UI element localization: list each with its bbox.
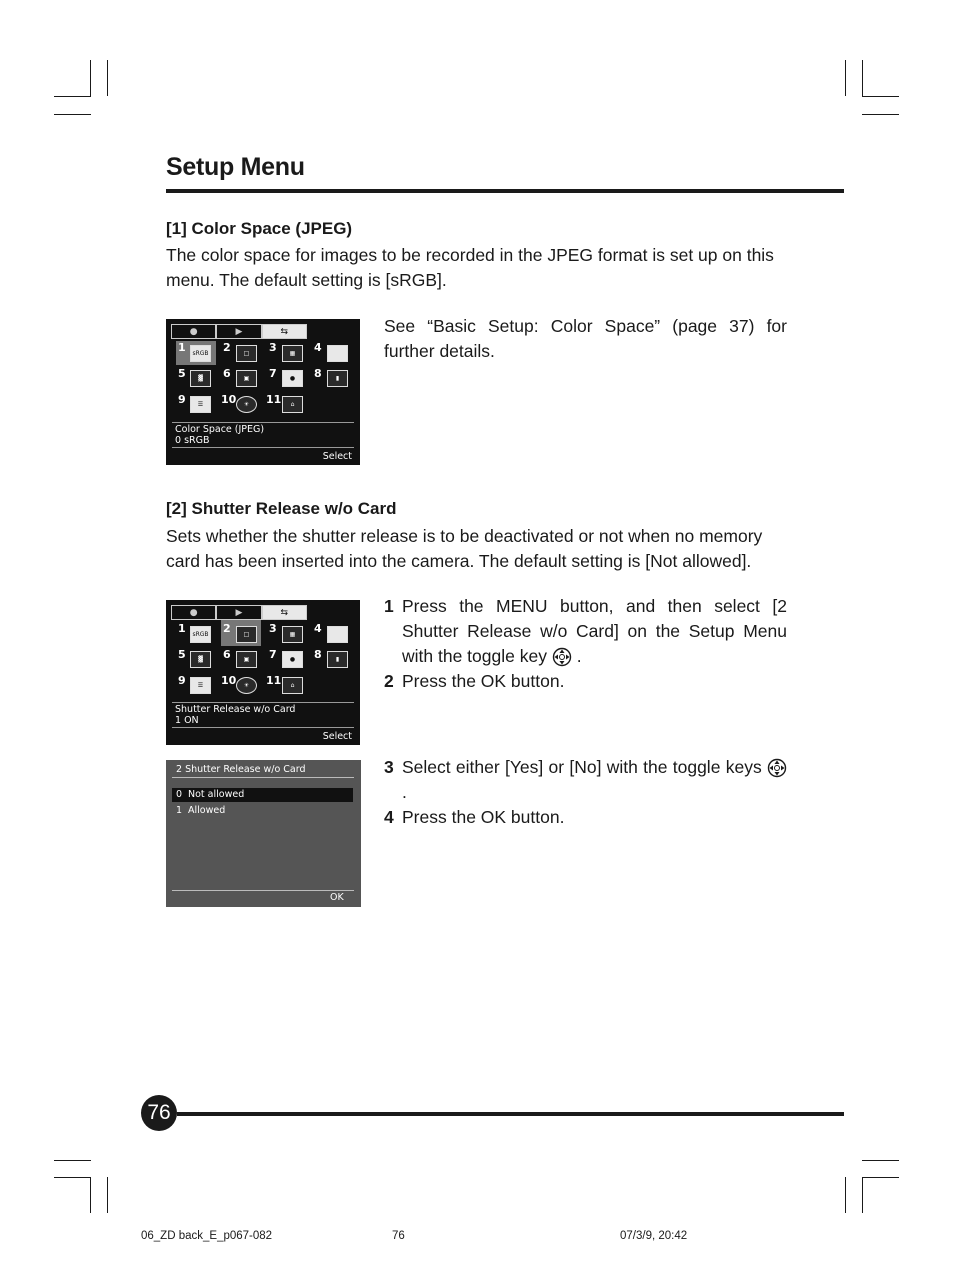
srgb-icon: sRGB [190,345,211,362]
battery-icon: ▮ [327,651,348,668]
camera-tab-icon: ● [171,605,216,620]
page-title: Setup Menu [166,153,305,181]
home-icon: ⌂ [282,396,303,413]
battery-icon: ▮ [327,370,348,387]
step-number: 3 [384,757,394,777]
menu-item-number: 5 [178,648,186,661]
step-text [402,594,787,669]
camera-screen-color-space [166,319,360,465]
menu-item-number: 11 [266,674,282,687]
camera-tab-icon: ● [171,324,216,339]
menu-item-number: 10 [221,393,237,406]
pattern-icon: ▓ [190,370,211,387]
crop-mark [107,60,108,96]
blank-icon [327,345,348,362]
menu-item-number: 7 [269,367,277,380]
section-heading-shutter-release: [2] Shutter Release w/o Card [166,499,397,518]
camera-screen-shutter-release [166,600,360,745]
crop-mark [90,60,91,96]
crop-mark [862,60,863,96]
crop-mark [54,1160,91,1161]
crop-mark [862,1160,899,1161]
portrait-icon: ● [282,651,303,668]
menu-item-number: 8 [314,367,322,380]
step-item [384,805,787,830]
step-number: 1 [384,596,394,616]
steps-group-1 [384,594,787,694]
option-number: 1 [176,805,183,816]
crop-mark [54,96,91,97]
page-number: 76 [141,1095,177,1131]
menu-item-number: 5 [178,367,186,380]
crop-mark [845,1177,846,1213]
crop-mark [107,1177,108,1213]
select-hint: Select [322,731,352,742]
menu-item-number: 3 [269,622,277,635]
footer-timestamp: 07/3/9, 20:42 [620,1230,688,1242]
setup-tab-icon: ⇆ [262,605,307,620]
bottom-rule [177,1112,844,1116]
playback-tab-icon: ▶ [216,324,261,339]
menu-tabs [171,605,307,619]
menu-item-number: 6 [223,648,231,661]
menu-item-number: 2 [223,622,231,635]
no-card-icon: □ [236,345,257,362]
menu-item-number: 7 [269,648,277,661]
toggle-key-icon [767,758,787,778]
frames-icon: ▦ [282,345,303,362]
menu-item-number: 3 [269,341,277,354]
step-text: Press the OK button. [402,807,565,827]
image-icon: ▣ [236,370,257,387]
menu-item-number: 1 [178,622,186,635]
section-body-shutter-release: Sets whether the shutter release is to be deactivated or not when no memory card has been inserted into the camera. The default setting is [Not allowed]. [166,526,763,571]
no-card-icon: □ [236,626,257,643]
menu-item-number: 6 [223,367,231,380]
home-icon: ⌂ [282,677,303,694]
option-number: 0 [176,789,183,800]
crop-mark [54,114,91,115]
see-reference-text: See “Basic Setup: Color Space” (page 37) for further details. [384,316,787,361]
setup-tab-icon: ⇆ [262,324,307,339]
blank-icon [327,626,348,643]
shutter-release-dialog [166,760,361,907]
step-text-part: . [576,646,582,666]
crop-mark [862,1177,899,1178]
step-number: 2 [384,671,394,691]
file-number-icon: ☰ [190,396,211,413]
globe-icon: ☀ [236,396,257,413]
steps-group-2 [384,755,787,830]
select-hint: Select [322,451,352,462]
menu-item-number: 9 [178,393,186,406]
menu-item-number: 2 [223,341,231,354]
info-panel [172,702,354,728]
footer-page: 76 [392,1230,405,1242]
menu-item-number: 11 [266,393,282,406]
dialog-divider [172,777,354,778]
menu-item-number: 4 [314,341,322,354]
step-text [402,755,787,805]
info-value: 0 sRGB [175,435,210,446]
info-title: Color Space (JPEG) [175,424,265,435]
step-text-part: Press the MENU button, and then select [2 Shutter Release w/o Card] on the Setup Menu with the toggle key [402,596,787,666]
file-number-icon: ☰ [190,677,211,694]
step-number: 4 [384,807,394,827]
title-rule [166,189,844,193]
ok-hint: OK [330,892,344,903]
crop-mark [862,114,899,115]
crop-mark [845,60,846,96]
dialog-divider [172,890,354,891]
info-value: 1 ON [175,715,199,726]
crop-mark [54,1177,91,1178]
menu-tabs [171,324,307,338]
info-panel [172,422,354,448]
step-item [384,755,787,805]
step-item [384,669,787,694]
step-text-part: Select either [Yes] or [No] with the toggle keys [402,757,762,777]
option-not-allowed[interactable]: Not allowed [188,789,245,800]
crop-mark [90,1177,91,1213]
frames-icon: ▦ [282,626,303,643]
step-text-part: . [402,782,407,802]
globe-icon: ☀ [236,677,257,694]
info-title: Shutter Release w/o Card [175,704,296,715]
pattern-icon: ▓ [190,651,211,668]
menu-item-number: 8 [314,648,322,661]
crop-mark [862,96,899,97]
dialog-title: 2 Shutter Release w/o Card [176,764,306,775]
menu-item-number: 9 [178,674,186,687]
toggle-key-icon [552,647,572,667]
portrait-icon: ● [282,370,303,387]
option-allowed[interactable]: Allowed [188,805,226,816]
step-text: Press the OK button. [402,671,565,691]
section-heading-color-space: [1] Color Space (JPEG) [166,219,353,238]
menu-item-number: 10 [221,674,237,687]
menu-item-number: 4 [314,622,322,635]
step-item [384,594,787,669]
crop-mark [862,1177,863,1213]
menu-item-number: 1 [178,341,186,354]
footer-filename: 06_ZD back_E_p067-082 [141,1230,273,1242]
section-body-color-space: The color space for images to be recorded in the JPEG format is set up on this menu. The default setting is [sRGB]. [166,245,774,290]
srgb-icon: sRGB [190,626,211,643]
image-icon: ▣ [236,651,257,668]
playback-tab-icon: ▶ [216,605,261,620]
